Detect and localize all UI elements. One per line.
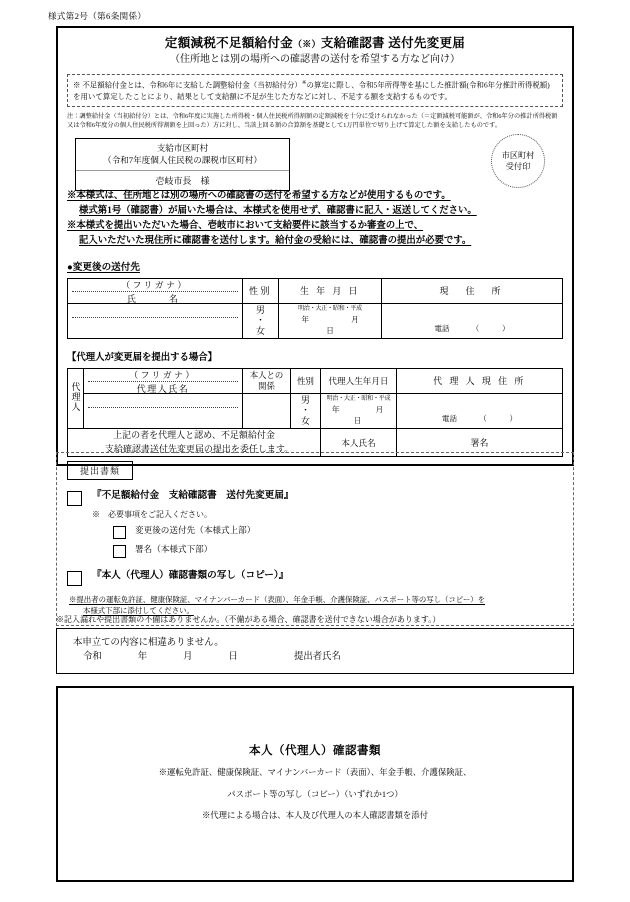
agent-furigana-label: （フリガナ） (129, 369, 197, 380)
checkbox-document-2[interactable] (67, 571, 82, 586)
dotted-divider (88, 407, 238, 408)
document-item-1-note: ※ 必要事項をご記入ください。 (92, 510, 212, 519)
document-item-1[interactable] (67, 490, 563, 506)
cell-furigana-header (68, 278, 243, 303)
municipality-name: 壱岐市長 様 (155, 175, 210, 186)
checkbox-signature[interactable] (113, 545, 126, 558)
page-title (67, 36, 563, 52)
declaration-statement: 本申立ての内容に相違ありません。 (73, 638, 224, 648)
relation-input-cell[interactable] (243, 393, 291, 428)
relation-header (243, 368, 291, 393)
agent-birth-header: 代理人生年月日 (321, 368, 397, 393)
instruction-line-2: 様式第1号（確認書）が届いた場合は、本様式を使用せず、確認書に記入・返送してください。 (79, 205, 477, 216)
page-subtitle: （住所地とは別の場所への確認書の送付を希望する方など向け） (170, 53, 460, 65)
relation-header-l1: 本人との (249, 370, 284, 380)
telephone-label: 電話 (434, 324, 450, 334)
document-item-1-sub-2-label: 署名（本様式下部） (135, 544, 213, 555)
document-item-1-label: 『不足額給付金 支給確認書 送付先変更届』 (92, 490, 294, 501)
agent-birth-input-cell[interactable] (321, 393, 420, 428)
agent-telephone-paren: （ ） (479, 414, 518, 424)
agent-sex-female-option[interactable]: 女 (300, 415, 310, 426)
declaration-month: 月 (183, 652, 193, 663)
agent-furigana-header (84, 368, 243, 393)
delegation-line2: 支給確認書送付先変更届の提出を委任します。 (104, 443, 294, 454)
sex-select-cell[interactable] (243, 303, 279, 338)
receipt-stamp-line1: 市区町村 (501, 150, 535, 160)
municipality-label-line2: （令和7年度個人住民税の課税市区町村） (103, 155, 262, 166)
attachment-heading: 本人（代理人）確認書類 (249, 745, 381, 757)
attachment-note-1: ※運転免許証、健康保険証、マイナンバーカード（表面）、年金手帳、介護保険証、 (158, 768, 472, 777)
agent-sex-header: 性別 (291, 368, 321, 393)
submission-documents-section (56, 452, 574, 626)
table-row (68, 368, 563, 393)
receipt-stamp-line2: 受付印 (505, 161, 531, 171)
instruction-line-3: ※本様式を提出いただいた場合、壱岐市において支給要件に該当するか審査の上で、 (67, 221, 424, 232)
declaration-day: 日 (228, 652, 238, 663)
declaration-date-row[interactable] (73, 650, 573, 664)
relation-header-l2: 関係 (258, 381, 275, 391)
document-item-1-sub-1[interactable] (67, 525, 563, 539)
page-title-paren: （※） (292, 39, 321, 49)
telephone-field[interactable] (382, 323, 562, 334)
agent-sex-male-option[interactable]: 男 (300, 394, 310, 405)
section-heading-agent: 【代理人が変更届を提出する場合】 (67, 352, 218, 363)
agent-era-options: 明治・大正・昭和・平成 (326, 396, 391, 403)
birth-header: 生 年 月 日 (279, 278, 382, 303)
document-item-1-sub-1-label: 変更後の送付先（本様式上部） (135, 525, 256, 536)
attachment-note-3: ※代理による場合は、本人及び代理人の本人確認書類を添付 (201, 811, 429, 821)
dotted-divider (72, 317, 238, 318)
submitter-name-label: 提出者氏名 (293, 652, 341, 663)
receipt-stamp-circle (491, 134, 545, 188)
destination-table (67, 278, 563, 339)
delegation-line1: 上記の者を代理人と認め、不足額給付金 (113, 429, 275, 440)
usage-instructions (67, 189, 563, 250)
agent-sex-select-cell[interactable] (291, 393, 321, 428)
definition-note-box (67, 74, 563, 107)
checkbox-destination[interactable] (113, 526, 126, 539)
document-item-1-sub-2[interactable] (67, 544, 563, 558)
agent-sex-separator: ・ (300, 405, 310, 416)
address-header: 現 住 所 (382, 278, 563, 303)
section-heading-destination: ●変更後の送付先 (67, 261, 140, 273)
signature-label: 署名 (470, 438, 489, 448)
municipality-label-line1: 支給市区町村 (156, 142, 209, 153)
page-title-tail: 支給確認書 送付先変更届 (320, 36, 466, 50)
agent-address-header: 代 理 人 現 住 所 (397, 368, 563, 393)
definition-note-b: の算定に際し、令和5年所得等を基にした推計額(令和6年分推計所得税額)を用いて算定したことにより、結果として支給額に不足が生じた方などに対し、不足する額を支給するものです。 (73, 80, 550, 101)
main-form-box (56, 26, 574, 466)
municipality-label (76, 139, 289, 171)
sex-separator: ・ (255, 315, 265, 326)
document-item-2[interactable] (67, 570, 563, 586)
submission-documents-tag: 提出書類 (67, 461, 133, 480)
principal-name-label-cell: 本人氏名 (321, 428, 397, 457)
sex-female-option[interactable]: 女 (255, 325, 265, 336)
telephone-paren: （ ） (471, 324, 510, 334)
agent-birth-ymd-labels: 年 月 日 (331, 405, 420, 426)
name-label: 氏 名 (126, 293, 183, 304)
table-row (68, 278, 563, 303)
declaration-era: 令和 (83, 652, 102, 663)
document-item-2-note-l1: ※提出者の運転免許証、健康保険証、マイナンバーカード（表面）、年金手帳、介護保険証、パスポート等の写し（コピー）を (69, 595, 486, 605)
document-item-2-note-l2: 本様式下部に添付してください。 (83, 606, 194, 616)
completeness-reminder: ※記入漏れや提出書類の不備はありませんか。（不備がある場合、確認書を送付できない場合があります。） (56, 615, 441, 624)
sex-header: 性別 (243, 278, 279, 303)
definition-note-superscript: ※ (301, 79, 307, 86)
birth-input-cell[interactable] (279, 303, 401, 338)
address-input-cell[interactable] (382, 303, 563, 338)
declaration-year: 年 (137, 652, 148, 663)
name-input-cell[interactable] (68, 303, 243, 338)
era-options: 明治・大正・昭和・平成 (298, 306, 362, 313)
page-title-main: 定額減税不足額給付金 (164, 36, 293, 50)
form-number: 様式第2号（第6条関係） (48, 11, 147, 21)
instruction-line-4: 記入いただいた現住所に確認書を送付します。給付金の受給には、確認書の提出が必要です。 (79, 236, 472, 247)
attachment-note-2: パスポート等の写し（コピー）（いずれか1つ） (227, 790, 403, 800)
instruction-line-1: ※本様式は、住所地とは別の場所への確認書の送付を希望する方などが使用するものです。 (67, 190, 451, 201)
agent-address-input-cell[interactable] (397, 393, 563, 428)
agent-telephone-label: 電話 (441, 414, 458, 424)
municipality-row (67, 138, 563, 186)
agent-table (67, 368, 563, 458)
furigana-label: （フリガナ） (121, 279, 189, 290)
declaration-box (56, 628, 574, 674)
agent-telephone-field[interactable] (397, 413, 562, 424)
birth-ymd-labels: 年 月 日 (301, 315, 401, 336)
document-item-2-label: 『本人（代理人）確認書類の写し（コピー）』 (92, 570, 289, 582)
municipality-box (75, 138, 290, 191)
table-row (68, 303, 563, 338)
table-row (68, 393, 563, 428)
agent-vertical-label (68, 368, 84, 428)
agent-name-input-cell[interactable] (84, 393, 243, 428)
sex-male-option[interactable]: 男 (255, 304, 265, 315)
checkbox-document-1[interactable] (67, 491, 82, 506)
definition-footnote: 注：調整給付金（当初給付分）とは、令和6年度に実施した所得税・個人住民税所得割額の定額減税を十分に受けられなかった（＝定額減税可能額が、令和6年分の推計所得税額又は令和6年度分の個人住民税所得割額を上回った）方に対し、当該上回る額の合算額を基礎として1万円単位で切り上げて算定した額を支給したものです。 (67, 113, 558, 130)
identity-attachment-box[interactable] (56, 686, 574, 882)
agent-vertical-label-text: 代理人 (70, 381, 81, 412)
agent-name-label: 代理人氏名 (136, 383, 190, 394)
definition-note-a: ※ 不足額給付金とは、令和6年に支給した調整給付金（当初給付分） (73, 80, 302, 90)
